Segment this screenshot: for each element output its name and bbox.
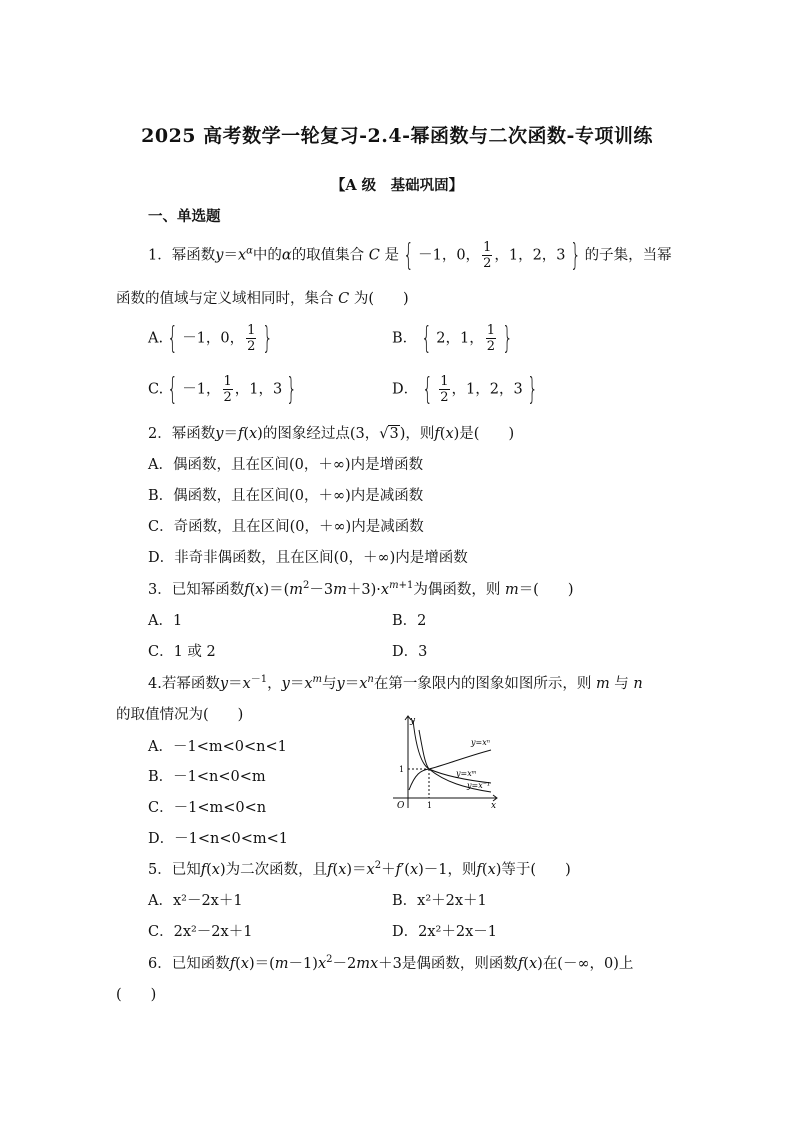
q4-line2: 的取值情况为( ) (116, 707, 244, 723)
q3-stem: 3．已知幂函数$f(x)=(m^2-3m+3)\cdot x^{m+1}$为偶函数，则 m＝( ) (148, 580, 574, 598)
q6-stem: 6．已知函数$f(x)=(m-1)x^2-2mx+3$是偶函数，则函数f(x)在(－∞，0)上 (148, 954, 634, 972)
q2-option-b: B．偶函数，且在区间(0，＋∞)内是减函数 (148, 488, 424, 504)
section-heading: 一、单选题 (148, 208, 221, 225)
q1-option-a: A. { －1，0， $\frac{1}{2}$ } (148, 320, 274, 356)
q4-option-c: C．－1<m<0<n (148, 800, 267, 816)
curve-m-label: y=xᵐ (456, 769, 477, 778)
x-tick-label: 1 (427, 801, 433, 810)
x-axis-label: x (491, 801, 497, 810)
q4-option-d: D．－1<n<0<m<1 (148, 831, 288, 847)
q1-option-c: C. { －1， $\frac{1}{2}$ ，1，3 } (148, 371, 298, 407)
q4-power-function-graph (385, 710, 505, 810)
q6-line2: ( ) (116, 987, 157, 1003)
q1-line1: 1．幂函数$y=x^\alpha$中的α的取值集合 C 是 { －1，0， $\frac{1}{2}$ ，1，2，3 } 的子集，当幂 (148, 237, 672, 273)
q4-stem: 4.若幂函数$y=x^{-1}$，$y=x^m$与$y=x^n$在第一象限内的图象如图所示，则 m 与 n (148, 674, 643, 692)
q4-option-a: A．－1<m<0<n<1 (148, 739, 287, 755)
q2-option-c: C．奇函数，且在区间(0，＋∞)内是减函数 (148, 519, 424, 535)
level-heading: 【A 级 基础巩固】 (330, 177, 464, 194)
q3-option-b: B．2 (392, 613, 427, 629)
q1-option-b: B． { 2，1， $\frac{1}{2}$ } (392, 320, 513, 356)
q3-option-c: C．1 或 2 (148, 644, 216, 660)
q5-option-b: B．x²＋2x＋1 (392, 893, 487, 909)
page-title: 2025 高考数学一轮复习-2.4-幂函数与二次函数-专项训练 (141, 125, 653, 147)
q1-line2: 函数的值域与定义域相同时，集合 C 为( ) (116, 291, 409, 307)
y-tick-label: 1 (399, 765, 405, 774)
q2-option-a: A．偶函数，且在区间(0，＋∞)内是增函数 (148, 457, 424, 473)
y-axis-label: y (410, 716, 416, 726)
q5-option-c: C．2x²－2x＋1 (148, 924, 253, 940)
q5-stem: 5．已知f(x)为二次函数，且$f(x)=x^2+f'(x)-1$，则f(x)等于( ) (148, 860, 571, 878)
curve-inverse-label: y=x⁻¹ (467, 781, 491, 790)
q3-option-d: D．3 (392, 644, 428, 660)
q5-option-d: D．2x²＋2x－1 (392, 924, 497, 940)
q3-option-a: A．1 (148, 613, 183, 629)
q5-option-a: A．x²－2x＋1 (148, 893, 243, 909)
q2-stem: 2．幂函数y＝f(x)的图象经过点(3，√3)，则f(x)是( ) (148, 426, 515, 442)
q4-option-b: B．－1<n<0<m (148, 769, 266, 785)
curve-x-m (413, 720, 491, 783)
q2-option-d: D．非奇非偶函数，且在区间(0，＋∞)内是增函数 (148, 550, 468, 566)
origin-label: O (397, 801, 405, 810)
q1-option-d: D． { $\frac{1}{2}$ ，1，2，3 } (392, 371, 538, 407)
curve-n-label: y=xⁿ (471, 738, 490, 747)
